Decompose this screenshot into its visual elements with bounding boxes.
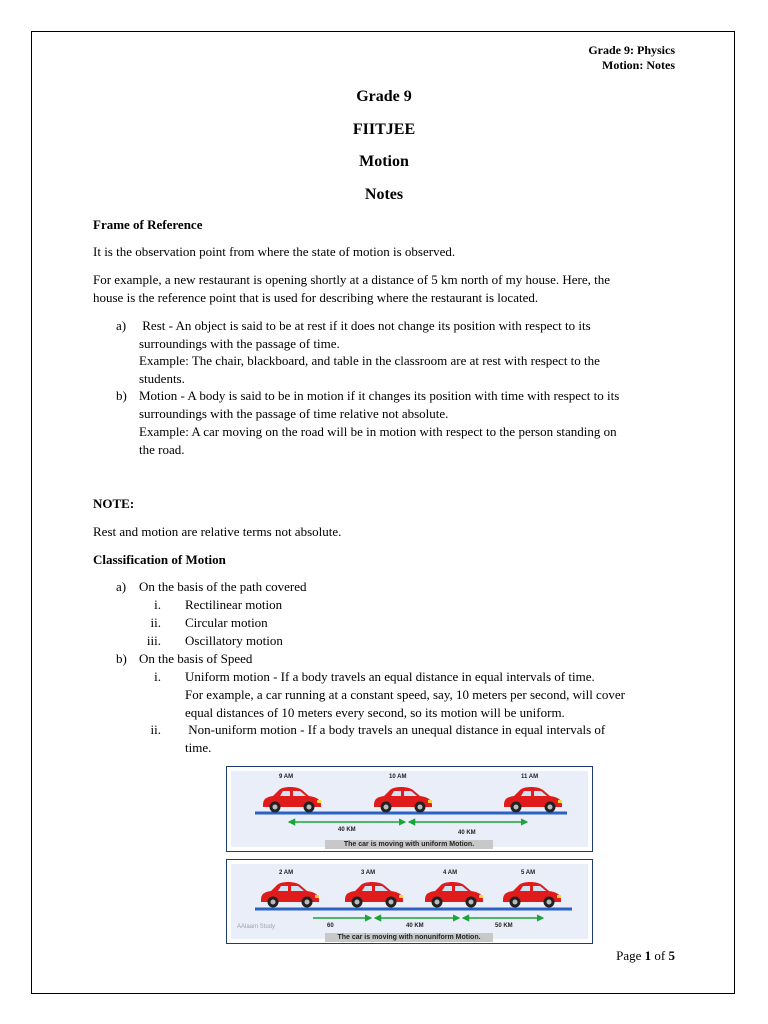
uniform-motion-figure <box>226 766 593 852</box>
time-label-10am: 10 AM <box>389 774 407 780</box>
title-topic: Motion <box>359 153 409 170</box>
page-prefix: Page <box>616 948 645 963</box>
distance-label-4: 40 KM <box>406 923 424 929</box>
uniform-caption: The car is moving with uniform Motion. <box>325 840 493 849</box>
class-a-item-3: Oscillatory motion <box>185 633 283 648</box>
watermark: AAlaam Study <box>237 924 276 930</box>
car-2am <box>261 882 319 908</box>
title-institute: FIITJEE <box>352 121 416 138</box>
car-4am <box>425 882 483 908</box>
rest-line-4: students. <box>139 371 185 386</box>
class-marker-b: b) <box>116 651 127 666</box>
car-3am <box>345 882 403 908</box>
car-9am <box>263 787 321 813</box>
time-label-4am: 4 AM <box>443 870 458 876</box>
time-label-9am: 9 AM <box>279 774 294 780</box>
car-10am <box>374 787 432 813</box>
car-5am <box>503 882 561 908</box>
running-header <box>588 43 675 73</box>
time-label-11am: 11 AM <box>521 774 539 780</box>
title-notes: Notes <box>364 186 404 203</box>
note-heading: NOTE: <box>93 496 135 511</box>
rest-line-1: Rest - An object is said to be at rest if it does not change its position with respect to its <box>139 318 591 333</box>
distance-label-5: 50 KM <box>495 923 513 929</box>
rest-line-3: Example: The chair, blackboard, and table in the classroom are at rest with respect to the <box>139 353 600 368</box>
rest-line-2: surroundings with the passage of time. <box>139 336 340 351</box>
example-line-1: For example, a new restaurant is opening shortly at a distance of 5 km north of my house. Here, the <box>93 272 610 287</box>
header-line-1: Grade 9: Physics <box>588 43 675 57</box>
nonuniform-line-1: Non-uniform motion - If a body travels an unequal distance in equal intervals of <box>185 722 606 737</box>
header-line-2: Motion: Notes <box>602 58 675 72</box>
example-line-2: house is the reference point that is used for describing where the restaurant is located. <box>93 290 539 305</box>
nonuniform-caption: The car is moving with nonuniform Motion. <box>325 933 493 942</box>
distance-label-1: 40 KM <box>338 827 356 833</box>
uniform-line-2: For example, a car running at a constant speed, say, 10 meters per second, will cover <box>185 687 625 702</box>
time-label-5am: 5 AM <box>521 870 536 876</box>
class-a-num-3: iii. <box>146 633 161 648</box>
page-number <box>616 948 675 964</box>
frame-definition: It is the observation point from where the state of motion is observed. <box>93 244 456 259</box>
page-total: 5 <box>668 948 675 963</box>
class-a-text: On the basis of the path covered <box>139 579 307 594</box>
uniform-line-3: equal distances of 10 meters every second, so its motion will be uniform. <box>185 705 565 720</box>
note-text: Rest and motion are relative terms not absolute. <box>93 524 342 539</box>
page-of: of <box>651 948 669 963</box>
class-b-text: On the basis of Speed <box>139 651 253 666</box>
motion-line-3: Example: A car moving on the road will be in motion with respect to the person standing on <box>139 424 617 439</box>
class-a-num-1: i. <box>154 597 161 612</box>
heading-frame-of-reference: Frame of Reference <box>93 217 203 232</box>
time-label-2am: 2 AM <box>279 870 294 876</box>
class-a-item-1: Rectilinear motion <box>185 597 283 612</box>
motion-line-2: surroundings with the passage of time relative not absolute. <box>139 406 449 421</box>
time-label-3am: 3 AM <box>361 870 376 876</box>
page-current: 1 <box>644 948 652 963</box>
nonuniform-motion-figure <box>226 859 593 944</box>
class-a-item-2: Circular motion <box>185 615 268 630</box>
class-b-num-1: i. <box>154 669 161 684</box>
uniform-line-1: Uniform motion - If a body travels an equal distance in equal intervals of time. <box>185 669 595 684</box>
title-grade: Grade 9 <box>356 88 412 105</box>
motion-line-4: the road. <box>139 442 185 457</box>
list-marker-a: a) <box>116 318 127 333</box>
class-marker-a: a) <box>116 579 127 594</box>
distance-label-3: 60 <box>327 923 334 929</box>
class-b-num-2: ii. <box>150 722 161 737</box>
distance-label-2: 40 KM <box>458 830 476 836</box>
list-marker-b: b) <box>116 388 127 403</box>
nonuniform-line-2: time. <box>185 740 212 755</box>
heading-classification: Classification of Motion <box>93 552 226 567</box>
car-11am <box>504 787 562 813</box>
motion-line-1: Motion - A body is said to be in motion if it changes its position with time with respect to its <box>139 388 620 403</box>
class-a-num-2: ii. <box>150 615 161 630</box>
